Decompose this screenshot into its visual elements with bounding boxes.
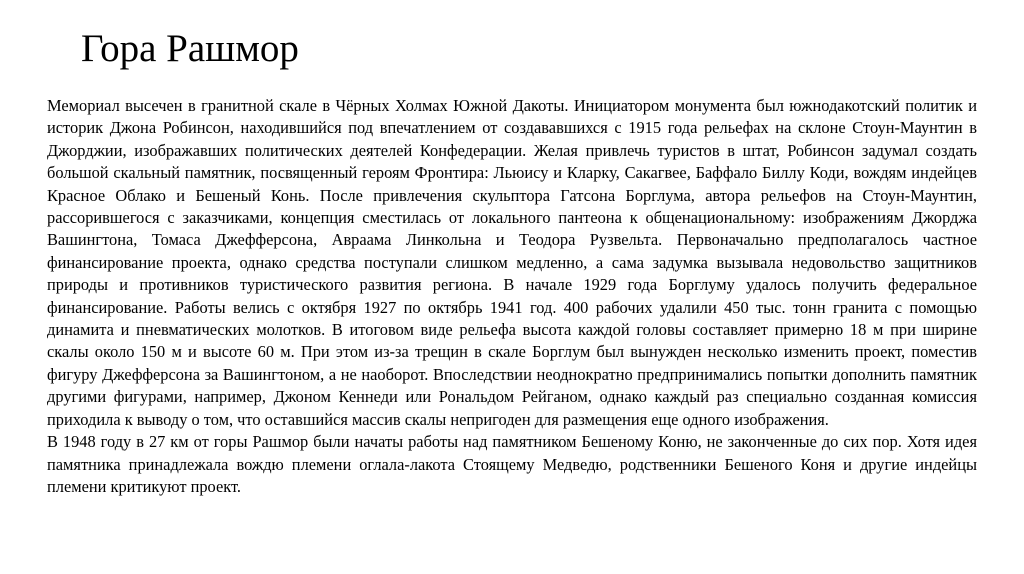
slide-title: Гора Рашмор <box>81 27 299 70</box>
body-paragraph-1: Мемориал высечен в гранитной скале в Чёрных Холмах Южной Дакоты. Инициатором монумента был южнодакотский политик и историк Джона Робинсон, находившийся под впечатлением от создававшихся с 1915 года рельефах на склоне Стоун-Маунтин в Джорджии, изображавших политических деятелей Конфедерации. Желая привлечь туристов в штат, Робинсон задумал создать большой скальный памятник, посвященный героям Фронтира: Льюису и Кларку, Сакагвее, Баффало Биллу Коди, вождям индейцев Красное Облако и Бешеный Конь. После привлечения скульптора Гатсона Борглума, автора рельефов на Стоун-Маунтин, рассорившегося с заказчиками, концепция сместилась от локального пантеона к общенациональному: изображениям Джорджа Вашингтона, Томаса Джефферсона, Авраама Линкольна и Теодора Рузвельта. Первоначально предполагалось частное финансирование проекта, однако средства поступали слишком медленно, а сама задумка вызывала недовольство защитников природы и противников туристического развития региона. В начале 1929 года Борглуму удалось получить федеральное финансирование. Работы велись с октября 1927 по октябрь 1941 год. 400 рабочих удалили 450 тыс. тонн гранита с помощью динамита и пневматических молотков. В итоговом виде рельефа высота каждой головы составляет примерно 18 м при ширине скалы около 150 м и высоте 60 м. При этом из-за трещин в скале Борглум был вынужден несколько изменить проект, поместив фигуру Джефферсона за Вашингтоном, а не наоборот. Впоследствии неоднократно предпринимались попытки дополнить памятник другими фигурами, например, Джоном Кеннеди или Рональдом Рейганом, однако каждый раз специально созданная комиссия приходила к выводу о том, что оставшийся массив скалы непригоден для размещения еще одного изображения. <box>47 96 977 429</box>
slide-body <box>47 95 977 498</box>
body-paragraph-2: В 1948 году в 27 км от горы Рашмор были начаты работы над памятником Бешеному Коню, не законченные до сих пор. Хотя идея памятника принадлежала вождю племени оглала-лакота Стоящему Медведю, родственники Бешеного Коня и другие индейцы племени критикуют проект. <box>47 432 977 496</box>
